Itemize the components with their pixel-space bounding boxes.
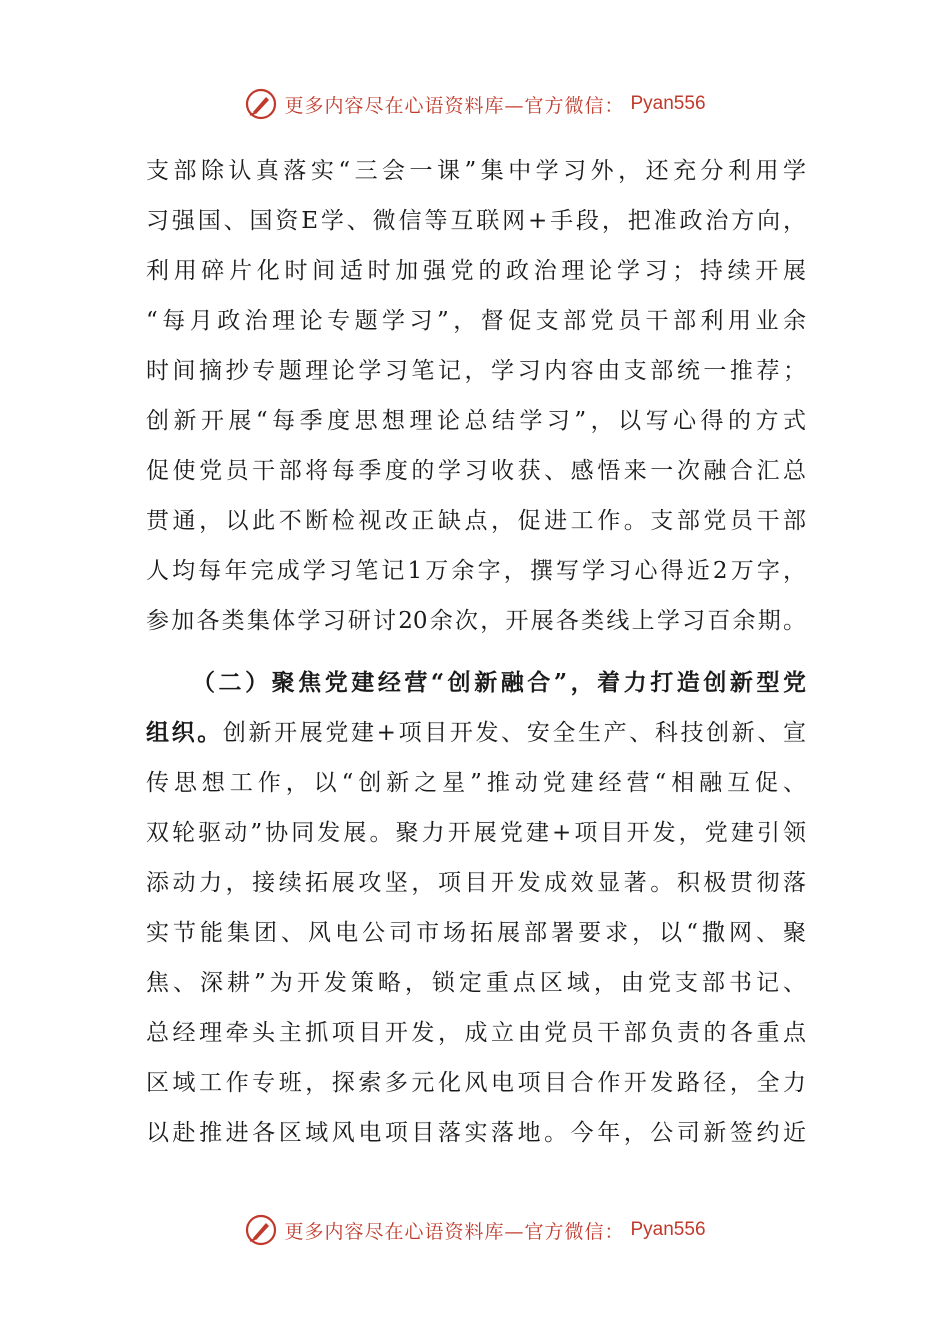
text-line: 参加各类集体学习研讨20余次，开展各类线上学习百余期。 — [146, 608, 806, 634]
text-line: “每月政治理论专题学习”，督促支部党员干部利用业余 — [146, 308, 806, 334]
text-line: 以赴推进各区域风电项目落实落地。今年，公司新签约近 — [146, 1120, 806, 1146]
banner-text: 更多内容尽在心语资料库—官方微信： — [284, 94, 625, 117]
paragraph-section-2 — [146, 658, 806, 1158]
section-heading-tail: 组织。 — [146, 719, 223, 746]
banner-wechat-id: Pyan556 — [630, 1219, 706, 1240]
text-line: 创新开展“每季度思想理论总结学习”，以写心得的方式 — [146, 408, 806, 434]
pen-logo-icon — [244, 1213, 278, 1247]
text-line: 双轮驱动”协同发展。聚力开展党建+项目开发，党建引领 — [146, 820, 806, 846]
text-segment: 创新开展党建+项目开发、安全生产、科技创新、宣 — [222, 720, 806, 746]
banner-wechat-id: Pyan556 — [630, 93, 706, 114]
text-line: 促使党员干部将每季度的学习收获、感悟来一次融合汇总 — [146, 458, 806, 484]
section-heading: （二）聚焦党建经营“创新融合”，着力打造创新型党 — [192, 669, 806, 696]
text-line: 人均每年完成学习笔记1万余字，撰写学习心得近2万字， — [146, 558, 806, 584]
header-banner — [0, 84, 950, 124]
text-line: 总经理牵头主抓项目开发，成立由党员干部负责的各重点 — [146, 1020, 806, 1046]
pen-logo-icon — [244, 87, 278, 121]
text-line: 贯通，以此不断检视改正缺点，促进工作。支部党员干部 — [146, 508, 806, 534]
text-line — [146, 708, 806, 758]
text-line: 实节能集团、风电公司市场拓展部署要求，以“撒网、聚 — [146, 920, 806, 946]
text-line: 时间摘抄专题理论学习笔记，学习内容由支部统一推荐； — [146, 358, 806, 384]
footer-banner — [0, 1210, 950, 1250]
banner-text: 更多内容尽在心语资料库—官方微信： — [284, 1220, 625, 1243]
text-line: 区域工作专班，探索多元化风电项目合作开发路径，全力 — [146, 1070, 806, 1096]
text-line: 习强国、国资E学、微信等互联网+手段，把准政治方向， — [146, 208, 806, 234]
paragraph-study — [146, 146, 806, 646]
text-line: 利用碎片化时间适时加强党的政治理论学习；持续开展 — [146, 258, 806, 284]
text-line: 支部除认真落实“三会一课”集中学习外，还充分利用学 — [146, 158, 806, 184]
document-body — [146, 146, 806, 1158]
text-line: 焦、深耕”为开发策略，锁定重点区域，由党支部书记、 — [146, 970, 806, 996]
text-line: 添动力，接续拓展攻坚，项目开发成效显著。积极贯彻落 — [146, 870, 806, 896]
text-line: 传思想工作，以“创新之星”推动党建经营“相融互促、 — [146, 770, 806, 796]
